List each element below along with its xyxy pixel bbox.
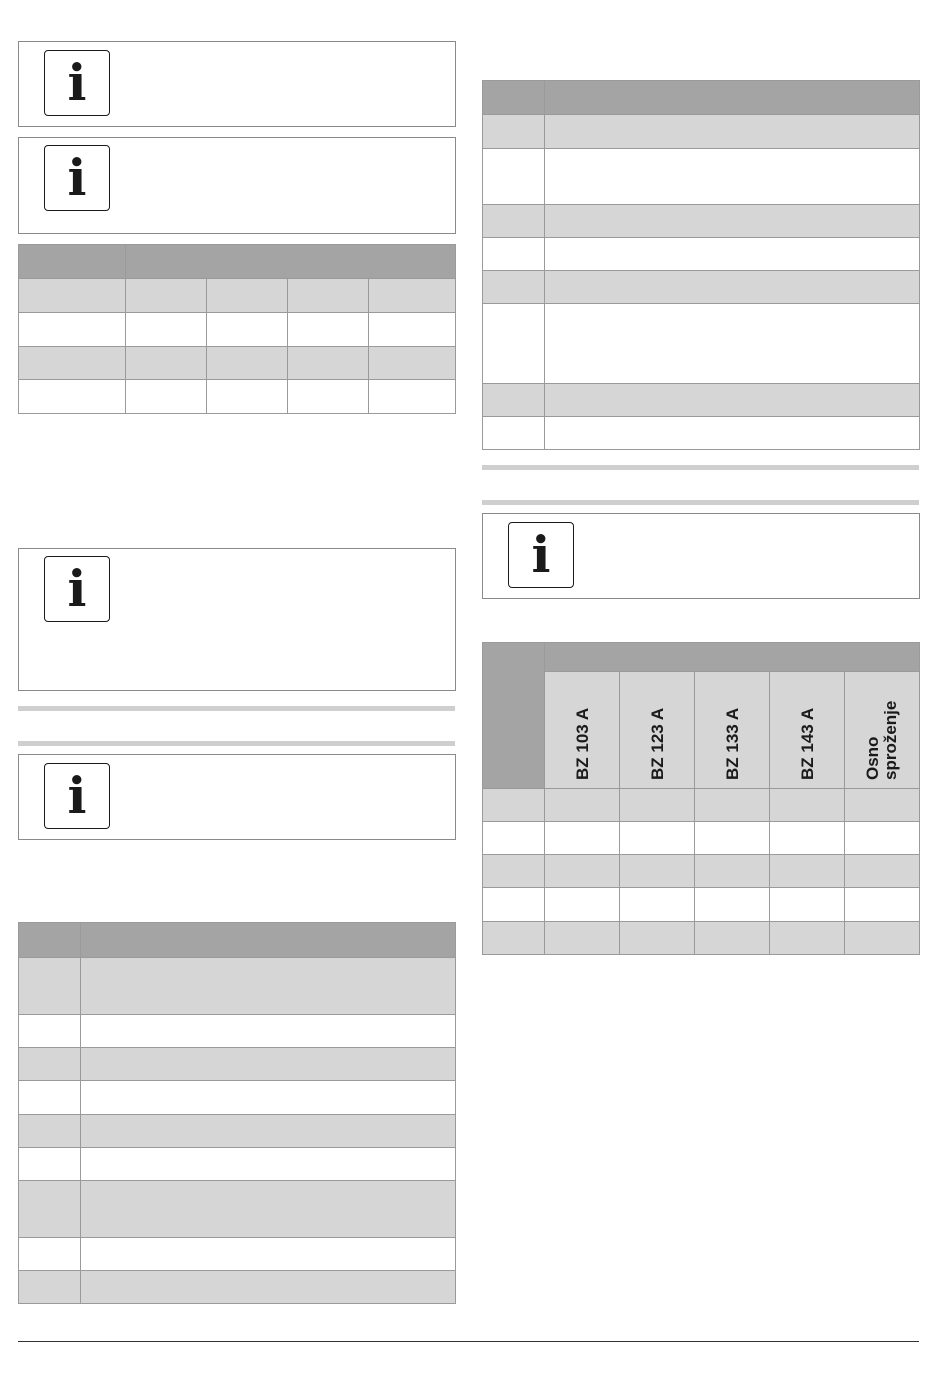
- column-header-bz123a: BZ 123 A: [620, 672, 695, 789]
- table-header-cell: [81, 923, 456, 958]
- table-row: [483, 822, 920, 855]
- table-row: [483, 271, 920, 304]
- table-row: [483, 922, 920, 955]
- table-row: [19, 1048, 456, 1081]
- info-notice-4: [18, 754, 456, 840]
- table-row: [483, 115, 920, 149]
- page-footer-rule: [18, 1341, 919, 1342]
- table-row: [19, 1181, 456, 1238]
- table-row: [483, 417, 920, 450]
- table-row: [483, 149, 920, 205]
- data-table-1: [18, 244, 456, 414]
- table-row: [19, 1015, 456, 1048]
- section-divider: [18, 741, 455, 746]
- table-row: [483, 304, 920, 384]
- info-icon: i: [44, 50, 110, 116]
- info-notice-3: [18, 548, 456, 691]
- data-table-3: [482, 80, 920, 450]
- column-header-bz143a: BZ 143 A: [770, 672, 845, 789]
- data-table-2: [18, 922, 456, 1304]
- table-row: [483, 205, 920, 238]
- column-header-bz103a: BZ 103 A: [545, 672, 620, 789]
- info-notice-2: [18, 137, 456, 234]
- info-icon: i: [44, 763, 110, 829]
- column-header-bz133a: BZ 133 A: [695, 672, 770, 789]
- table-row: [19, 347, 456, 380]
- brake-table: [482, 642, 920, 955]
- table-row: [483, 384, 920, 417]
- table-header-cell: [19, 245, 126, 279]
- table-row: [19, 380, 456, 414]
- table-row: [19, 1238, 456, 1271]
- section-divider: [482, 465, 919, 470]
- table-row: [483, 888, 920, 922]
- table-row: [19, 1271, 456, 1304]
- table-header-cell: [545, 81, 920, 115]
- table-row: [19, 958, 456, 1015]
- table-row: [483, 789, 920, 822]
- section-divider: [482, 500, 919, 505]
- column-header-manual-release: Osno sproženje: [845, 672, 920, 789]
- table-row: [483, 238, 920, 271]
- info-icon: i: [508, 522, 574, 588]
- table-row: [483, 855, 920, 888]
- table-row: [19, 279, 456, 313]
- table-header-cell: [483, 643, 545, 789]
- info-icon: i: [44, 556, 110, 622]
- table-row: [19, 313, 456, 347]
- table-row: [19, 1081, 456, 1115]
- table-header-cell: [483, 81, 545, 115]
- info-notice-1: [18, 41, 456, 127]
- section-divider: [18, 706, 455, 711]
- table-row: [19, 1115, 456, 1148]
- info-icon: i: [44, 145, 110, 211]
- info-notice-5: [482, 513, 920, 599]
- table-header-cell: [545, 643, 920, 672]
- table-header-cell: [126, 245, 456, 279]
- table-row: [19, 1148, 456, 1181]
- table-header-cell: [19, 923, 81, 958]
